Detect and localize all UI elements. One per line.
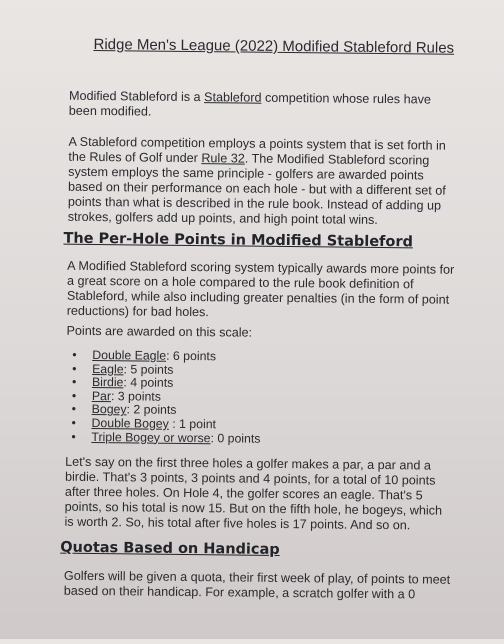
per-hole-points-paragraph: A Modified Stableford scoring system typically awards more points for a great score on a hole compared to the rule book definition of Stableford, while also including greater penalties (in the form of point reductions) for bad holes.: [66, 258, 455, 320]
score-term-link[interactable]: Double Eagle: [92, 347, 167, 363]
quotas-heading: Quotas Based on Handicap: [60, 539, 280, 558]
score-term-link[interactable]: Par: [91, 388, 112, 403]
intro-paragraph: [69, 89, 457, 123]
paragraph2-text-after: . The Modified Stableford scoring system employs the same principle - golfers are awarded points based on their performance on each hole - but with a different set of points than what is described in the rule book. Instead of adding up strokes, golfers add up points, and high point total wins.: [67, 151, 446, 227]
quotas-paragraph: Golfers will be given a quota, their first week of play, of points to meet based on their handicap. For example, a scratch golfer with a 0: [63, 568, 451, 602]
score-points-value: : 0 points: [210, 430, 261, 446]
stableford-description-paragraph: [68, 135, 457, 229]
score-term-link[interactable]: Bogey: [91, 402, 127, 417]
score-term-link[interactable]: Eagle: [92, 361, 124, 376]
per-hole-points-heading: The Per-Hole Points in Modified Stableford: [63, 230, 413, 251]
score-points-value: : 5 points: [123, 361, 174, 377]
points-scale-list: [63, 349, 261, 446]
score-points-value: : 3 points: [110, 388, 161, 404]
score-term-link[interactable]: Double Bogey: [91, 415, 169, 431]
scale-label: Points are awarded on this scale:: [66, 323, 253, 340]
rule-32-link[interactable]: Rule 32: [201, 151, 245, 166]
document-title: Ridge Men's League (2022) Modified Stableford Rules: [93, 35, 455, 57]
stableford-link[interactable]: Stableford: [204, 90, 262, 105]
paragraph2-text-before: A Stableford competition employs a points system that is set forth in the Rules of Golf under: [68, 134, 446, 166]
intro-text-before: Modified Stableford is a: [68, 88, 205, 105]
score-points-value: : 4 points: [123, 375, 174, 391]
intro-text-after: competition whose rules have been modified.: [68, 90, 432, 119]
scoring-example-paragraph: Let's say on the first three holes a golfer makes a par, a par and a birdie. That's 3 points, 3 points and 4 points, for a total of 10 points after three holes. On Hole 4, the golfer scores an eagle. That's 5 points, so his total is now 15. But on the fifth hole, he bogeys, which is worth 2. So, his total after five holes is 17 points. And so on.: [64, 454, 443, 533]
score-term-link[interactable]: Triple Bogey or worse: [91, 429, 211, 445]
list-item: [63, 430, 260, 446]
score-points-value: : 6 points: [166, 348, 217, 364]
score-points-value: : 2 points: [126, 402, 177, 418]
score-term-link[interactable]: Birdie: [91, 375, 124, 390]
score-points-value: : 1 point: [168, 416, 217, 432]
